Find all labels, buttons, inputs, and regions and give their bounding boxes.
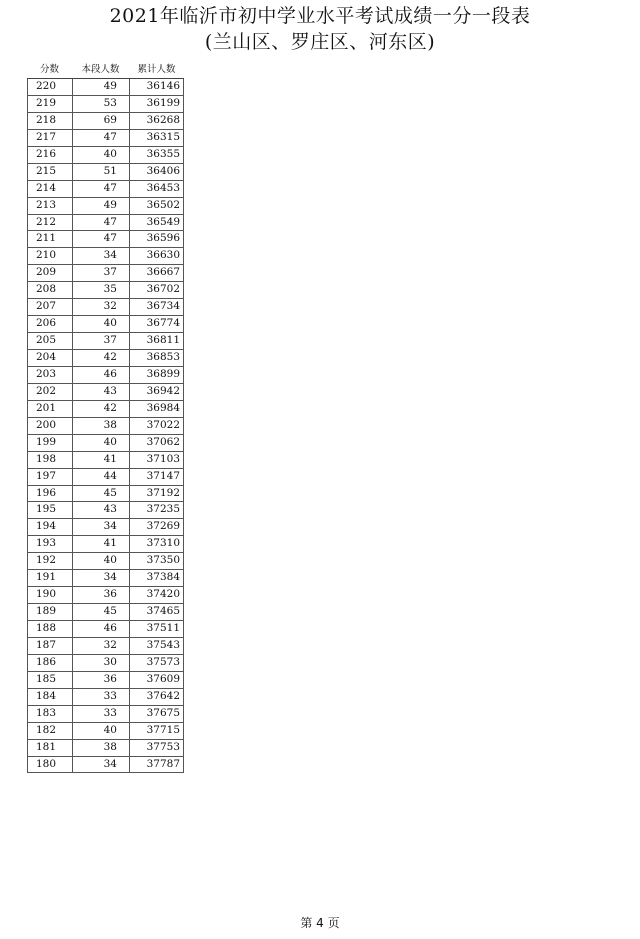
- segment-count-cell: 38: [72, 740, 129, 756]
- score-table: [27, 62, 184, 773]
- score-cell: 217: [27, 130, 72, 146]
- segment-count-cell: 40: [72, 435, 129, 451]
- score-cell: 180: [27, 757, 72, 773]
- table-row: [27, 147, 184, 164]
- score-cell: 185: [27, 672, 72, 688]
- table-row: [27, 401, 184, 418]
- table-row: [27, 655, 184, 672]
- score-cell: 190: [27, 587, 72, 603]
- segment-count-cell: 40: [72, 553, 129, 569]
- segment-count-cell: 32: [72, 638, 129, 654]
- score-cell: 212: [27, 215, 72, 231]
- cumulative-count-cell: 37543: [129, 638, 184, 654]
- cumulative-count-cell: 37192: [129, 486, 184, 502]
- score-cell: 215: [27, 164, 72, 180]
- table-row: [27, 96, 184, 113]
- score-cell: 207: [27, 299, 72, 315]
- table-row: [27, 181, 184, 198]
- segment-count-cell: 34: [72, 570, 129, 586]
- cumulative-count-cell: 36942: [129, 384, 184, 400]
- table-row: [27, 113, 184, 130]
- cumulative-count-cell: 37310: [129, 536, 184, 552]
- score-cell: 210: [27, 248, 72, 264]
- cumulative-count-cell: 36268: [129, 113, 184, 129]
- cumulative-count-cell: 36734: [129, 299, 184, 315]
- segment-count-cell: 33: [72, 706, 129, 722]
- segment-count-cell: 34: [72, 519, 129, 535]
- cumulative-count-cell: 36199: [129, 96, 184, 112]
- cumulative-count-cell: 36406: [129, 164, 184, 180]
- table-row: [27, 79, 184, 96]
- cumulative-count-cell: 37269: [129, 519, 184, 535]
- table-row: [27, 757, 184, 774]
- segment-count-cell: 49: [72, 198, 129, 214]
- table-row: [27, 553, 184, 570]
- cumulative-count-cell: 36984: [129, 401, 184, 417]
- segment-count-cell: 46: [72, 621, 129, 637]
- cumulative-count-cell: 37062: [129, 435, 184, 451]
- table-row: [27, 215, 184, 232]
- table-row: [27, 689, 184, 706]
- score-cell: 197: [27, 469, 72, 485]
- segment-count-cell: 40: [72, 723, 129, 739]
- score-cell: 199: [27, 435, 72, 451]
- cumulative-count-cell: 36502: [129, 198, 184, 214]
- segment-count-cell: 47: [72, 231, 129, 247]
- score-cell: 220: [27, 79, 72, 95]
- cumulative-count-cell: 37511: [129, 621, 184, 637]
- segment-count-cell: 40: [72, 316, 129, 332]
- score-cell: 193: [27, 536, 72, 552]
- cumulative-count-cell: 36146: [129, 79, 184, 95]
- table-row: [27, 130, 184, 147]
- table-row: [27, 316, 184, 333]
- cumulative-count-cell: 37675: [129, 706, 184, 722]
- cumulative-count-cell: 36667: [129, 265, 184, 281]
- score-cell: 218: [27, 113, 72, 129]
- table-row: [27, 621, 184, 638]
- score-cell: 191: [27, 570, 72, 586]
- table-row: [27, 587, 184, 604]
- segment-count-cell: 35: [72, 282, 129, 298]
- cumulative-count-cell: 37753: [129, 740, 184, 756]
- cumulative-count-cell: 37787: [129, 757, 184, 773]
- table-row: [27, 198, 184, 215]
- cumulative-count-cell: 37715: [129, 723, 184, 739]
- segment-count-cell: 43: [72, 384, 129, 400]
- table-row: [27, 502, 184, 519]
- table-row: [27, 299, 184, 316]
- score-cell: 214: [27, 181, 72, 197]
- score-cell: 187: [27, 638, 72, 654]
- score-cell: 205: [27, 333, 72, 349]
- table-row: [27, 740, 184, 757]
- cumulative-count-cell: 37642: [129, 689, 184, 705]
- segment-count-cell: 42: [72, 401, 129, 417]
- table-row: [27, 265, 184, 282]
- segment-count-cell: 40: [72, 147, 129, 163]
- header-segment-count: 本段人数: [81, 64, 120, 75]
- cumulative-count-cell: 36630: [129, 248, 184, 264]
- table-row: [27, 536, 184, 553]
- cumulative-count-cell: 37103: [129, 452, 184, 468]
- score-cell: 196: [27, 486, 72, 502]
- cumulative-count-cell: 36853: [129, 350, 184, 366]
- score-cell: 219: [27, 96, 72, 112]
- table-row: [27, 469, 184, 486]
- segment-count-cell: 37: [72, 333, 129, 349]
- score-cell: 182: [27, 723, 72, 739]
- segment-count-cell: 45: [72, 486, 129, 502]
- score-cell: 192: [27, 553, 72, 569]
- cumulative-count-cell: 37350: [129, 553, 184, 569]
- header-cumulative-count: 累计人数: [137, 64, 176, 75]
- cumulative-count-cell: 37147: [129, 469, 184, 485]
- cumulative-count-cell: 36355: [129, 147, 184, 163]
- cumulative-count-cell: 36811: [129, 333, 184, 349]
- cumulative-count-cell: 37235: [129, 502, 184, 518]
- segment-count-cell: 47: [72, 181, 129, 197]
- cumulative-count-cell: 36899: [129, 367, 184, 383]
- segment-count-cell: 37: [72, 265, 129, 281]
- cumulative-count-cell: 37022: [129, 418, 184, 434]
- score-cell: 202: [27, 384, 72, 400]
- score-cell: 183: [27, 706, 72, 722]
- score-cell: 181: [27, 740, 72, 756]
- segment-count-cell: 41: [72, 536, 129, 552]
- header-score: 分数: [39, 64, 59, 75]
- table-body: [27, 79, 184, 773]
- table-row: [27, 452, 184, 469]
- table-row: [27, 384, 184, 401]
- segment-count-cell: 51: [72, 164, 129, 180]
- cumulative-count-cell: 36549: [129, 215, 184, 231]
- cumulative-count-cell: 37465: [129, 604, 184, 620]
- score-cell: 203: [27, 367, 72, 383]
- table-row: [27, 672, 184, 689]
- cumulative-count-cell: 37573: [129, 655, 184, 671]
- score-cell: 186: [27, 655, 72, 671]
- cumulative-count-cell: 36453: [129, 181, 184, 197]
- table-row: [27, 706, 184, 723]
- score-cell: 200: [27, 418, 72, 434]
- segment-count-cell: 46: [72, 367, 129, 383]
- table-row: [27, 638, 184, 655]
- score-cell: 204: [27, 350, 72, 366]
- cumulative-count-cell: 36596: [129, 231, 184, 247]
- table-row: [27, 604, 184, 621]
- table-row: [27, 164, 184, 181]
- segment-count-cell: 49: [72, 79, 129, 95]
- page-subtitle: (兰山区、罗庄区、河东区): [204, 31, 436, 53]
- score-cell: 188: [27, 621, 72, 637]
- table-row: [27, 231, 184, 248]
- cumulative-count-cell: 37420: [129, 587, 184, 603]
- score-cell: 189: [27, 604, 72, 620]
- table-row: [27, 418, 184, 435]
- score-cell: 216: [27, 147, 72, 163]
- score-cell: 206: [27, 316, 72, 332]
- table-row: [27, 723, 184, 740]
- score-cell: 198: [27, 452, 72, 468]
- cumulative-count-cell: 36702: [129, 282, 184, 298]
- page-title: 2021年临沂市初中学业水平考试成绩一分一段表: [109, 5, 531, 27]
- segment-count-cell: 42: [72, 350, 129, 366]
- cumulative-count-cell: 36774: [129, 316, 184, 332]
- segment-count-cell: 41: [72, 452, 129, 468]
- segment-count-cell: 30: [72, 655, 129, 671]
- segment-count-cell: 53: [72, 96, 129, 112]
- segment-count-cell: 47: [72, 215, 129, 231]
- segment-count-cell: 36: [72, 587, 129, 603]
- table-row: [27, 248, 184, 265]
- segment-count-cell: 38: [72, 418, 129, 434]
- score-cell: 209: [27, 265, 72, 281]
- segment-count-cell: 32: [72, 299, 129, 315]
- score-cell: 213: [27, 198, 72, 214]
- score-cell: 195: [27, 502, 72, 518]
- score-cell: 194: [27, 519, 72, 535]
- segment-count-cell: 69: [72, 113, 129, 129]
- table-row: [27, 570, 184, 587]
- table-row: [27, 282, 184, 299]
- page-number: 第 4 页: [300, 916, 340, 930]
- segment-count-cell: 45: [72, 604, 129, 620]
- table-row: [27, 486, 184, 503]
- segment-count-cell: 43: [72, 502, 129, 518]
- cumulative-count-cell: 36315: [129, 130, 184, 146]
- table-row: [27, 519, 184, 536]
- segment-count-cell: 34: [72, 248, 129, 264]
- cumulative-count-cell: 37609: [129, 672, 184, 688]
- table-row: [27, 333, 184, 350]
- score-cell: 201: [27, 401, 72, 417]
- cumulative-count-cell: 37384: [129, 570, 184, 586]
- segment-count-cell: 36: [72, 672, 129, 688]
- table-row: [27, 350, 184, 367]
- segment-count-cell: 47: [72, 130, 129, 146]
- segment-count-cell: 44: [72, 469, 129, 485]
- score-cell: 211: [27, 231, 72, 247]
- table-header: [27, 62, 184, 79]
- segment-count-cell: 33: [72, 689, 129, 705]
- segment-count-cell: 34: [72, 757, 129, 773]
- table-row: [27, 435, 184, 452]
- table-row: [27, 367, 184, 384]
- score-cell: 208: [27, 282, 72, 298]
- score-cell: 184: [27, 689, 72, 705]
